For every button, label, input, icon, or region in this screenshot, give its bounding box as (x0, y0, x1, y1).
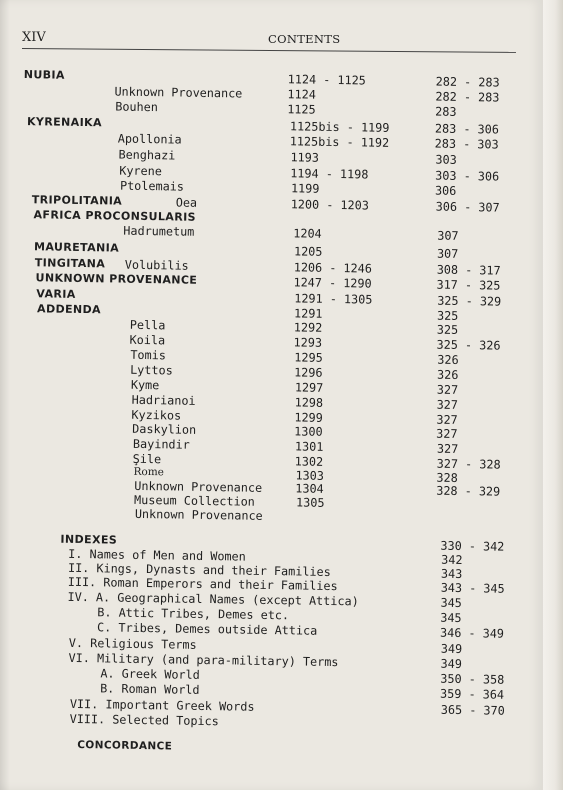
entry-page-range: 326 (437, 367, 459, 382)
entry-label: Ptolemais (119, 178, 185, 194)
entry-catalogue-numbers: 1125bis - 1192 (289, 134, 390, 150)
index-page-range: 345 (440, 610, 462, 626)
index-page-range: 350 - 358 (440, 671, 505, 687)
entry-page-range: 327 (436, 426, 458, 441)
entry-catalogue-numbers: 1247 - 1290 (293, 275, 372, 291)
index-page-range: 343 - 345 (440, 580, 505, 596)
entry-label: TRIPOLITANIA (31, 193, 123, 208)
entry-catalogue-numbers: 1124 (287, 87, 317, 102)
entry-label: TINGITANA (34, 256, 106, 271)
index-label: II. Kings, Dynasts and their Families (67, 560, 331, 579)
index-label: VII. Important Greek Words (69, 696, 255, 714)
entry-page-range: 327 (436, 397, 459, 412)
entry-label: Bayindir (132, 436, 190, 452)
entry-catalogue-numbers: 1304 (295, 481, 324, 496)
entry-page-range: 328 (436, 470, 458, 485)
concordance-heading: CONCORDANCE (77, 738, 173, 753)
entry-page-range: 307 (437, 228, 459, 243)
index-label: VI. Military (and para-military) Terms (68, 650, 339, 670)
entry-label: Bouhen (115, 99, 159, 115)
entry-catalogue-numbers: 1291 - 1305 (294, 291, 373, 307)
page-title: CONTENTS (268, 32, 341, 46)
entry-page-range: 283 (435, 104, 457, 119)
entry-catalogue-numbers: 1125 (287, 102, 316, 117)
index-page-range: 349 (440, 656, 462, 672)
entry-page-range: 306 (434, 183, 457, 198)
entry-page-range: 328 - 329 (436, 483, 501, 499)
entry-label: Rome (133, 465, 165, 479)
entry-page-range: 326 (437, 352, 459, 367)
index-label: III. Roman Emperors and their Families (67, 574, 338, 594)
entry-catalogue-numbers: 1296 (294, 365, 323, 380)
entry-page-range: 307 (436, 246, 459, 261)
entry-label: Benghazi (118, 147, 176, 163)
entry-catalogue-numbers: 1125bis - 1199 (289, 119, 390, 135)
entry-page-range: 327 (436, 441, 459, 456)
entry-catalogue-numbers: 1300 (294, 424, 323, 439)
entry-page-range: 325 (436, 308, 459, 323)
entry-label: NUBIA (23, 68, 66, 82)
entry-label: Tomis (130, 347, 167, 363)
index-page-range: 359 - 364 (439, 686, 505, 702)
entry-catalogue-numbers: 1200 - 1203 (290, 197, 370, 213)
entry-page-range: 317 - 325 (436, 277, 501, 293)
index-page-range: 342 (441, 552, 463, 568)
entry-label: Daskylion (132, 421, 197, 437)
entry-label: Koila (129, 332, 166, 348)
entry-page-range: 325 - 329 (437, 293, 502, 309)
entry-catalogue-numbers: 1295 (294, 350, 323, 365)
entry-page-range: 327 (436, 382, 459, 397)
entry-page-range: 282 - 283 (435, 89, 500, 105)
entry-page-range: 325 (436, 322, 459, 337)
entry-label: Unknown Provenance (114, 84, 243, 101)
entry-catalogue-numbers: 1194 - 1198 (290, 166, 369, 182)
entry-label: AFRICA PROCONSULARIS (33, 208, 197, 224)
index-page-range: 349 (440, 641, 463, 657)
entry-label: UNKNOWN PROVENANCE (35, 271, 198, 287)
book-page-edge (543, 0, 563, 790)
entry-label: Hadrumetum (123, 223, 195, 239)
entry-sublabel: Oea (175, 195, 198, 210)
index-page-range: 345 (440, 595, 462, 611)
entry-label: Unknown Provenance (134, 506, 263, 523)
entry-catalogue-numbers: 1301 (294, 439, 324, 454)
entry-page-range: 282 - 283 (435, 74, 500, 90)
entry-page-range: 306 - 307 (435, 199, 500, 215)
entry-catalogue-numbers: 1299 (294, 410, 323, 425)
index-label: IV. A. Geographical Names (except Attica) (67, 589, 359, 609)
entry-page-range: 308 - 317 (436, 262, 501, 278)
page-number: XIV (22, 30, 46, 45)
entry-label: Apollonia (117, 131, 182, 147)
entry-catalogue-numbers: 1199 (290, 181, 320, 196)
entry-page-range: 325 - 326 (436, 337, 501, 353)
entry-catalogue-numbers: 1292 (293, 320, 323, 335)
entry-catalogue-numbers: 1297 (294, 380, 324, 395)
entry-page-range: 303 (435, 152, 457, 167)
index-label: V. Religious Terms (68, 635, 197, 652)
entry-label: MAURETANIA (33, 240, 120, 255)
entry-page-range: 283 - 303 (434, 136, 499, 152)
entry-label: Pella (129, 317, 166, 333)
entry-catalogue-numbers: 1291 (293, 306, 323, 321)
entry-label: ADDENDA (36, 302, 102, 317)
entry-catalogue-numbers: 1298 (294, 395, 324, 410)
entry-catalogue-numbers: 1206 - 1246 (293, 260, 373, 276)
contents-row (0, 738, 532, 763)
entry-catalogue-numbers: 1204 (293, 226, 322, 241)
entry-label: Kyme (130, 377, 160, 393)
entry-label: Unknown Provenance (134, 478, 263, 495)
entry-page-range: 327 (436, 412, 458, 427)
index-page-range: 346 - 349 (439, 625, 505, 641)
entry-catalogue-numbers: 1302 (294, 454, 324, 469)
entry-catalogue-numbers: 1124 - 1125 (287, 72, 366, 88)
entry-sublabel: Volubilis (124, 257, 189, 273)
entry-label: Şile (132, 451, 162, 467)
index-page-range: 343 (440, 566, 463, 582)
entry-label: Lyttos (130, 362, 173, 378)
index-label: A. Greek World (100, 666, 200, 682)
index-label: B. Roman World (100, 681, 200, 697)
indexes-heading: INDEXES (60, 532, 118, 547)
entry-page-range: 283 - 306 (434, 121, 499, 137)
index-label: B. Attic Tribes, Demes etc. (97, 605, 290, 623)
entry-page-range: 303 - 306 (435, 168, 500, 184)
entry-page-range: 327 - 328 (436, 456, 501, 472)
entry-catalogue-numbers: 1193 (290, 150, 320, 165)
entry-label: KYRENAIKA (26, 115, 103, 130)
entry-label: VARIA (36, 287, 76, 301)
entry-catalogue-numbers: 1293 (293, 335, 323, 350)
entry-label: Kyrene (119, 163, 163, 179)
index-label: VIII. Selected Topics (69, 711, 219, 729)
entry-catalogue-numbers: 1205 (293, 244, 323, 259)
entry-catalogue-numbers: 1305 (295, 495, 325, 510)
entry-label: Kyzikos (131, 407, 182, 423)
index-label: C. Tribes, Demes outside Attica (96, 620, 318, 638)
entry-page-range: 330 - 342 (440, 538, 505, 554)
entry-label: Museum Collection (133, 492, 255, 509)
entry-label: Hadrianoi (131, 392, 196, 408)
entry-catalogue-numbers: 1303 (295, 468, 325, 483)
index-page-range: 365 - 370 (440, 702, 505, 718)
index-label: I. Names of Men and Women (68, 546, 246, 564)
